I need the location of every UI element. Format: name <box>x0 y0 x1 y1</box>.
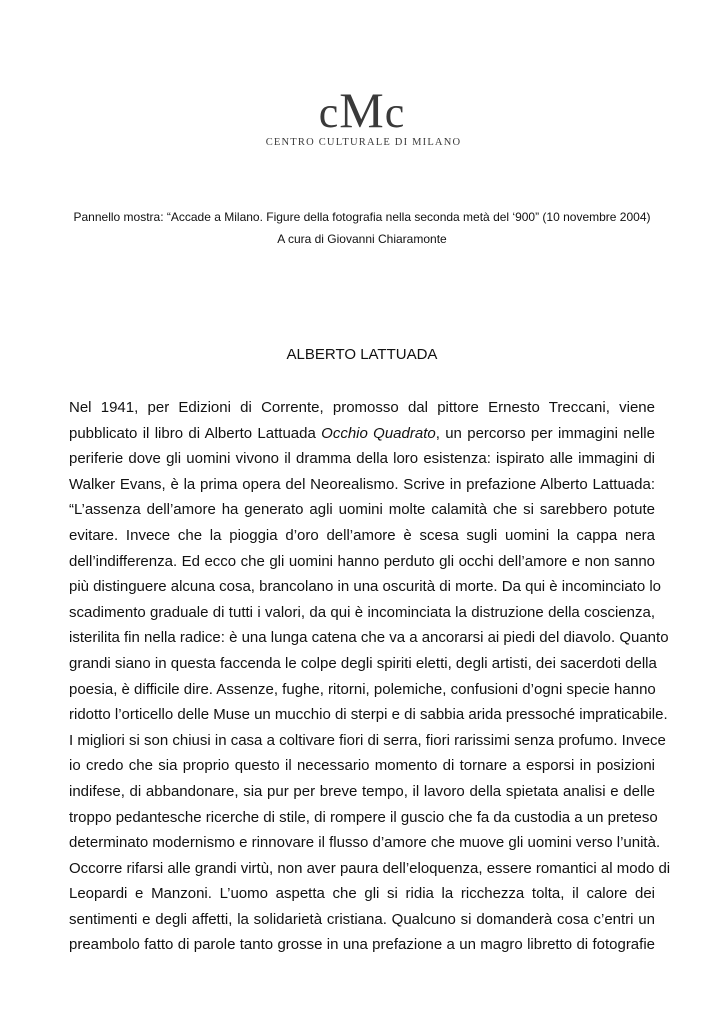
paragraph-line: troppo pedantesche ricerche di stile, di rompere il guscio che fa da custodia a un preteso <box>69 808 658 826</box>
paragraph-line: isterilita fin nella radice: è una lunga catena che va a ancorarsi ai piedi del diavolo. Quanto <box>69 629 669 647</box>
body-paragraph <box>69 395 671 958</box>
paragraph-line: poesia, è difficile dire. Assenze, fughe, ritorni, polemiche, confusioni d’ogni specie hanno <box>69 680 656 698</box>
paragraph-line: “L’assenza dell’amore ha generato agli uomini molte calamità che si sarebbero potute <box>69 501 655 519</box>
curator-caption: A cura di Giovanni Chiaramonte <box>277 232 447 246</box>
paragraph-line: grandi siano in questa faccenda le colpe degli spiriti eletti, degli artisti, dei sacerdoti della <box>69 654 657 672</box>
logo-mark-m: M <box>339 82 385 138</box>
document-header <box>0 206 724 250</box>
paragraph-line: evitare. Invece che la pioggia d’oro dell’amore è scesa sugli uomini la cappa nera <box>69 526 655 544</box>
paragraph-line: I migliori si son chiusi in casa a coltivare fiori di serra, fiori rarissimi senza profumo. Invece <box>69 731 666 749</box>
document-title: ALBERTO LATTUADA <box>286 346 438 363</box>
paragraph-line: dell’indifferenza. Ed ecco che gli uomini hanno perduto gli occhi dell’amore e non sanno <box>69 552 655 570</box>
logo-mark-c1: c <box>318 88 340 137</box>
paragraph-line: periferie dove gli uomini vivono il dramma della loro esistenza: ispirato alle immagini di <box>69 450 655 468</box>
cmc-logo <box>0 82 724 148</box>
logo-organization-name: CENTRO CULTURALE DI MILANO <box>265 137 462 148</box>
paragraph-text: pubblicato il libro di Alberto Lattuada <box>69 424 322 442</box>
paragraph-text: , un percorso per immagini nelle <box>435 424 655 442</box>
paragraph-line: più distinguere alcuna cosa, brancolano in una oscurità di morte. Da qui è incominciato lo <box>69 578 662 596</box>
paragraph-line: Occorre rifarsi alle grandi virtù, non aver paura dell’eloquenza, essere romantici al modo di <box>69 859 671 877</box>
paragraph-line: Leopardi e Manzoni. L’uomo aspetta che gli si ridia la ricchezza tolta, il calore dei <box>69 885 655 903</box>
logo-mark-c2: c <box>384 88 406 137</box>
paragraph-line: indifese, di abbandonare, sia pur per breve tempo, il lavoro della spietata analisi e delle <box>69 782 655 800</box>
paragraph-line: Walker Evans, è la prima opera del Neorealismo. Scrive in prefazione Alberto Lattuada: <box>69 475 655 493</box>
paragraph-line: sentimenti e degli affetti, la solidarietà cristiana. Qualcuno si domanderà cosa c’entri un <box>69 910 655 928</box>
paragraph-line: io credo che sia proprio questo il necessario momento di tornare a esporsi in posizioni <box>69 757 655 775</box>
paragraph-line: determinato modernismo e rinnovare il flusso d’amore che muove gli uomini verso l’unità. <box>69 834 661 852</box>
cmc-logo-mark <box>0 82 724 138</box>
paragraph-line: ridotto l’orticello delle Muse un mucchio di sterpi e di sabbia arida pressoché impraticabile. <box>69 706 668 724</box>
book-title-italic: Occhio Quadrato <box>321 424 436 442</box>
exhibition-caption: Pannello mostra: “Accade a Milano. Figure della fotografia nella seconda metà del ‘900” (10 novembre 2004) <box>73 210 651 224</box>
paragraph-line: preambolo fatto di parole tanto grosse in una prefazione a un magro libretto di fotografie <box>69 936 655 954</box>
paragraph-line: scadimento graduale di tutti i valori, da qui è incominciata la distruzione della coscienza, <box>69 603 655 621</box>
paragraph-line <box>69 421 655 447</box>
paragraph-line: Nel 1941, per Edizioni di Corrente, promosso dal pittore Ernesto Treccani, viene <box>69 399 655 416</box>
